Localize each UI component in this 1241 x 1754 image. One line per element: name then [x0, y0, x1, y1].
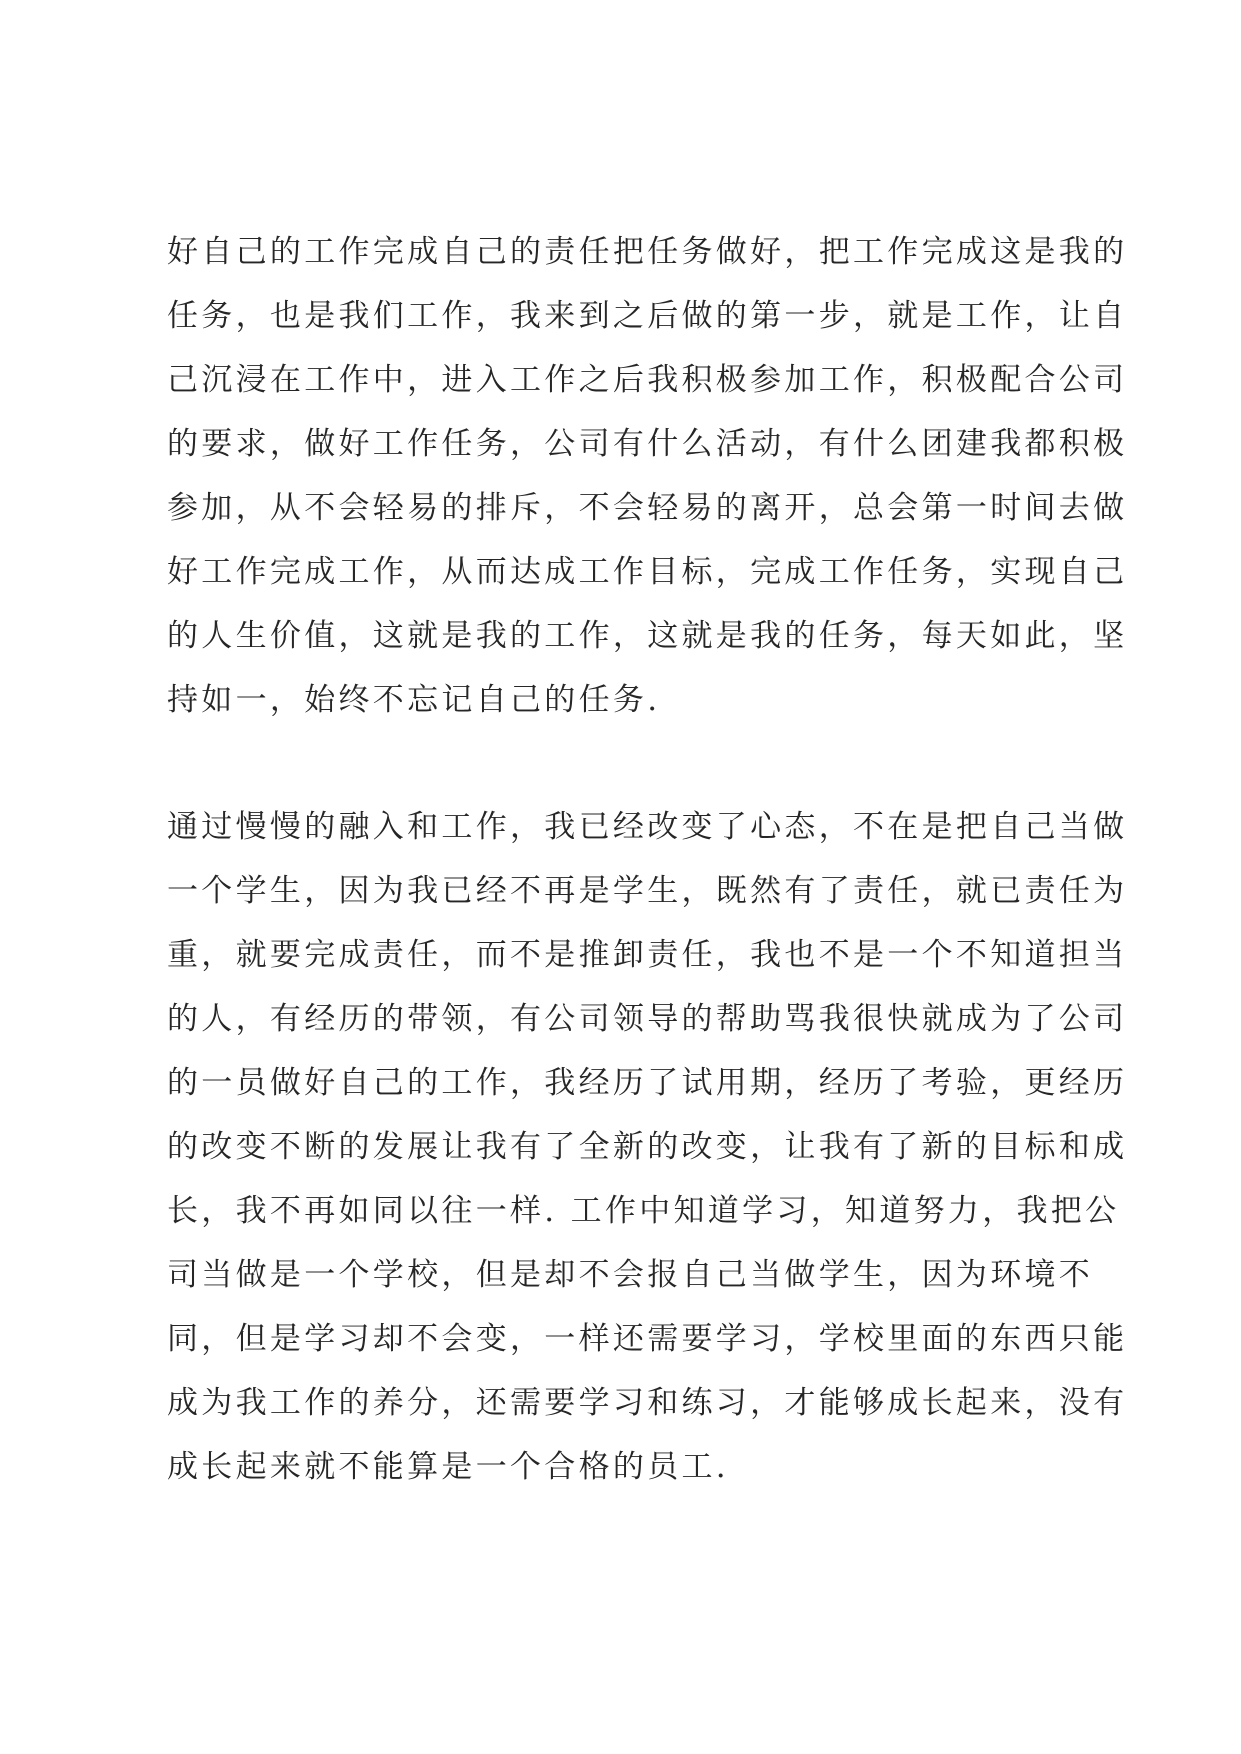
paragraph-1: [167, 220, 1128, 732]
text-line: 好自己的工作完成自己的责任把任务做好，把工作完成这是我的: [167, 234, 1128, 270]
text-line: 一个学生，因为我已经不再是学生，既然有了责任，就已责任为: [167, 873, 1128, 909]
text-line: 通过慢慢的融入和工作，我已经改变了心态，不在是把自己当做: [167, 809, 1128, 845]
text-line: 己沉浸在工作中，进入工作之后我积极参加工作，积极配合公司: [167, 362, 1128, 398]
paragraph-2: [167, 795, 1128, 1499]
text-line: 成长起来就不能算是一个合格的员工.: [167, 1449, 729, 1485]
text-line: 重，就要完成责任，而不是推卸责任，我也不是一个不知道担当: [167, 937, 1128, 973]
text-line: 的人生价值，这就是我的工作，这就是我的任务，每天如此，坚: [167, 618, 1128, 654]
text-line: 的一员做好自己的工作，我经历了试用期，经历了考验，更经历: [167, 1065, 1128, 1101]
text-line: 的要求，做好工作任务，公司有什么活动，有什么团建我都积极: [167, 426, 1128, 462]
text-line: 持如一，始终不忘记自己的任务.: [167, 682, 661, 718]
document-body: [167, 220, 1128, 1499]
text-line: 参加，从不会轻易的排斥，不会轻易的离开，总会第一时间去做: [167, 490, 1128, 526]
text-line: 同，但是学习却不会变，一样还需要学习，学校里面的东西只能: [167, 1321, 1128, 1357]
text-line: 任务，也是我们工作，我来到之后做的第一步，就是工作，让自: [167, 298, 1128, 334]
text-line: 的改变不断的发展让我有了全新的改变，让我有了新的目标和成: [167, 1129, 1128, 1165]
text-line: 成为我工作的养分，还需要学习和练习，才能够成长起来，没有: [167, 1385, 1128, 1421]
text-line: 好工作完成工作，从而达成工作目标，完成工作任务，实现自己: [167, 554, 1128, 590]
text-line: 的人，有经历的带领，有公司领导的帮助骂我很快就成为了公司: [167, 1001, 1128, 1037]
text-line: 司当做是一个学校，但是却不会报自己当做学生，因为环境不: [167, 1257, 1094, 1293]
text-line: 长，我不再如同以往一样. 工作中知道学习，知道努力，我把公: [167, 1193, 1120, 1229]
